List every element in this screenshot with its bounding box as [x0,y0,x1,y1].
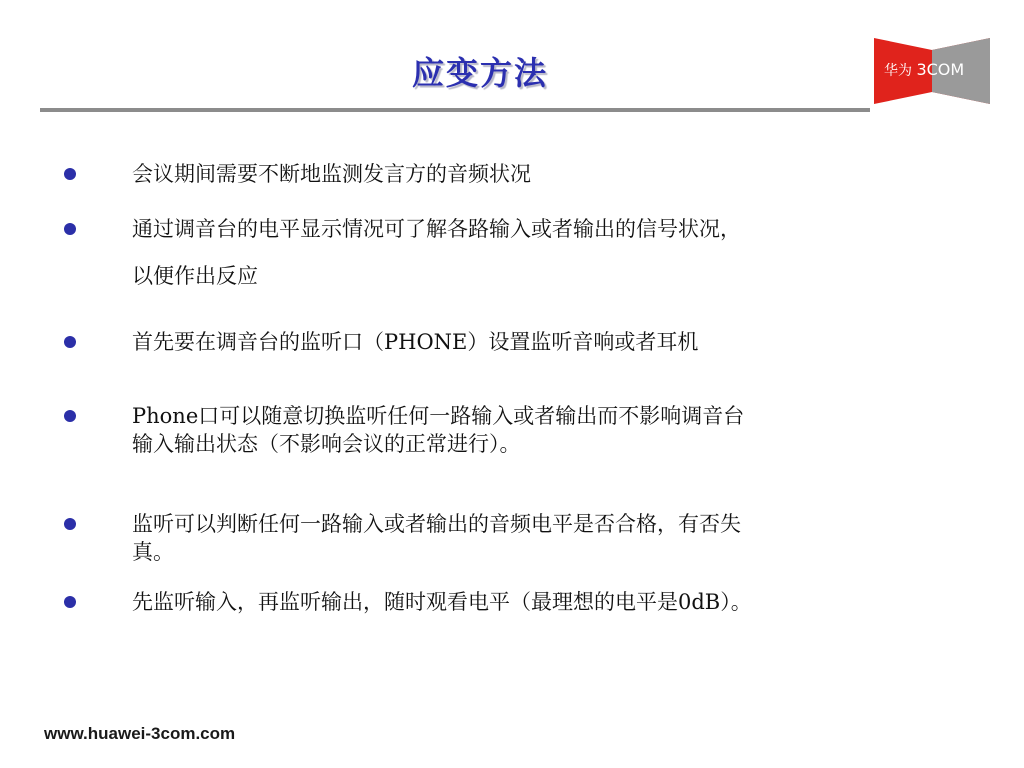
bullet-dot [64,596,76,608]
logo-text-brand: 3COM [916,60,965,79]
bullet-dot [64,518,76,530]
slide-title: 应变方法 [411,54,548,92]
bullet-dot [64,336,76,348]
bullet-text: 首先要在调音台的监听口（PHONE）设置监听音响或者耳机 [132,330,699,354]
bullet-text: 先监听输入，再监听输出，随时观看电平（最理想的电平是0dB）。 [132,590,752,614]
bullet-text-cont: 以便作出反应 [132,264,258,288]
bullet-text-cont: 输入输出状态（不影响会议的正常进行）。 [132,432,521,456]
bullet-text-cont: 真。 [132,540,174,564]
footer-url: www.huawei-3com.com [44,724,236,743]
bullet-text: 监听可以判断任何一路输入或者输出的音频电平是否合格，有否失 [132,512,741,536]
bullet-dot [64,223,76,235]
bullet-text: Phone口可以随意切换监听任何一路输入或者输出而不影响调音台 [132,404,745,428]
logo-text-cn: 华为 [884,63,912,79]
bullet-text: 会议期间需要不断地监测发言方的音频状况 [132,162,531,186]
bullet-text: 通过调音台的电平显示情况可了解各路输入或者输出的信号状况， [132,217,741,241]
bullet-dot [64,168,76,180]
bullet-dot [64,410,76,422]
